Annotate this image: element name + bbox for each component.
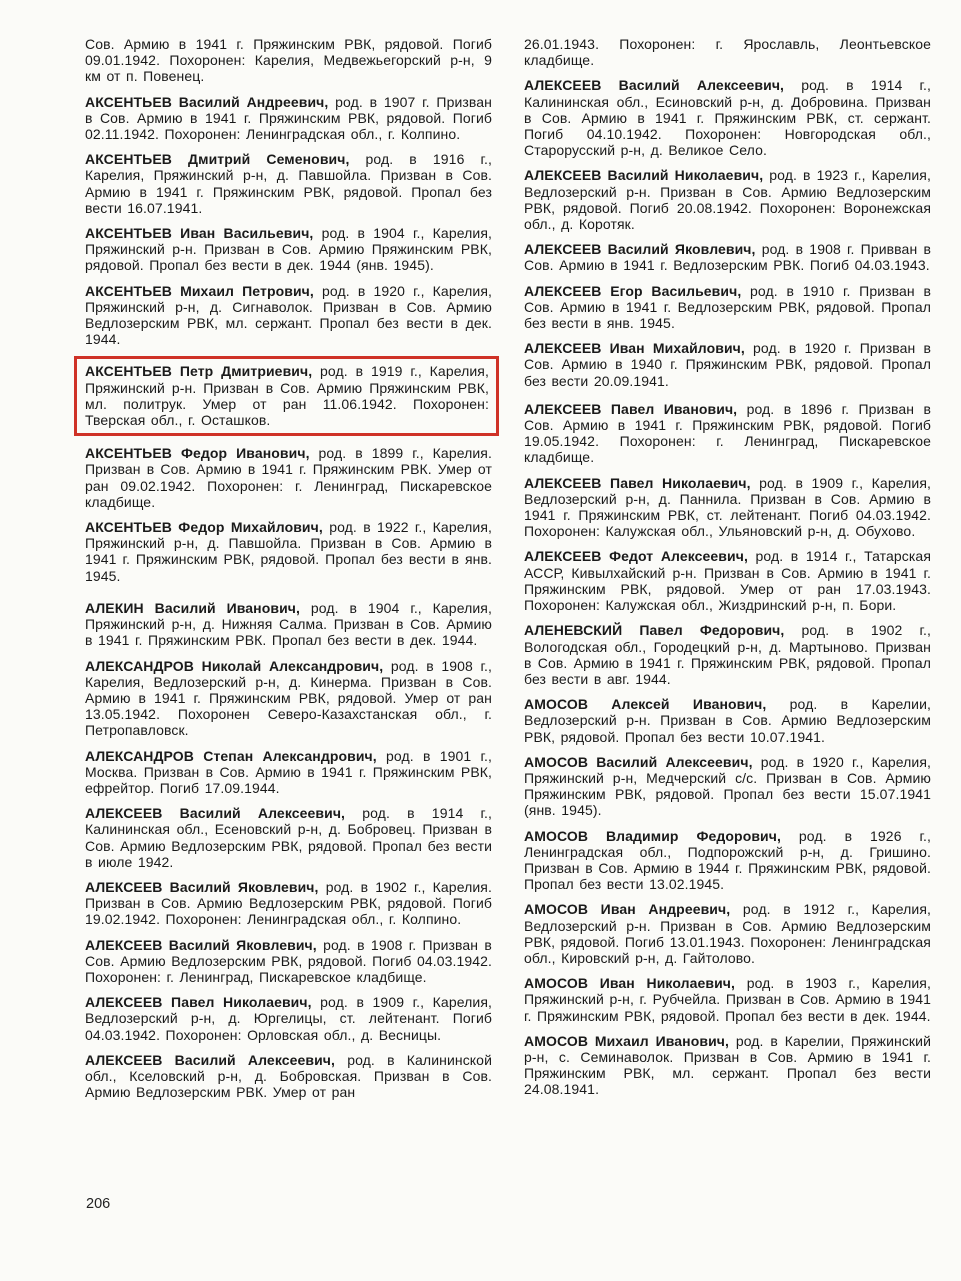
entry (524, 283, 931, 332)
entry (85, 94, 492, 143)
entry-person-name: АЛЕКСЕЕВ Василий Яковлевич, (524, 241, 756, 258)
entry (85, 748, 492, 797)
entry-text: род. в 1909 г., Карелия, Ведлозерский р-н, д. Юргелицы, ст. лейтенант. Погиб 04.03.1942. Похоронен: Орловская обл., д. Весницы. (85, 994, 492, 1043)
entry-text: род. в 1908 г. Привван в Сов. Армию в 1941 г. Ведлозерским РВК. Погиб 04.03.1943. (524, 241, 931, 274)
entry-text: род. в 1920 г. Призван в Сов. Армию в 1940 г. Пряжинским РВК, рядовой. Пропал без вести 20.09.1941. (524, 340, 931, 389)
entry-text: род. в 1916 г., Карелия, Пряжинский р-н, д. Павшойла. Призван в Сов. Армию в 1941 г. Пряжинским РВК, рядовой. Пропал без вести 16.07.1941. (85, 151, 492, 216)
entry-text: род. в 1920 г., Карелия, Пряжинский р-н, д. Сигнаволок. Призван в Сов. Армию Ведлозерским РВК, мл. сержант. Пропал без вести в дек. 1944. (85, 282, 492, 348)
entry-text: род. в 1896 г. Призван в Сов. Армию в 1941 г. Пряжинским РВК, рядовой. Погиб 19.05.1942. Похоронен: г. Ленинград, Пискаревское кладбище. (524, 400, 931, 466)
entry-text: род. в 1908 г., Карелия, Ведлозерский р-н, д. Кинерма. Призван в Сов. Армию в 1941 г. Пряжинским РВК, рядовой. Умер от ран 13.05.1942. Похоронен Северо-Казахстанская обл., г. Петропавловск. (85, 657, 492, 739)
entry-text: род. в 1909 г., Карелия, Ведлозерский р-н, д. Паннила. Призван в Сов. Армию в 1941 г. Пряжинским РВК, ст. лейтенант. Погиб 04.03.1942. Похоронен: Калужская обл., Ульяновский р-н, д. Обухово. (524, 474, 931, 540)
entry-text: род. в 1912 г., Карелия, Ведлозерский р-н. Призван в Сов. Армию Ведлозерским РВК, рядовой. Погиб 13.01.1943. Похоронен: Ленинградская обл., Кировский р-н, д. Гайтолово. (524, 901, 931, 966)
entry-person-name: АМОСОВ Василий Алексеевич, (524, 753, 753, 770)
entry (85, 519, 492, 584)
entry-person-name: АЛЕКСАНДРОВ Степан Александрович, (85, 747, 377, 764)
entry-person-name: АЛЕКИН Василий Иванович, (85, 599, 301, 616)
entry-person-name: АЛЕКСЕЕВ Василий Николаевич, (524, 167, 764, 184)
entry-person-name: АМОСОВ Иван Андреевич, (524, 901, 731, 918)
entry-person-name: АЛЕКСЕЕВ Василий Алексеевич, (524, 77, 785, 94)
entry-text: род. в 1907 г. Призван в Сов. Армию в 1941 г. Пряжинским РВК, рядовой. Погиб 02.11.1942. Похоронен: Ленинградская обл., г. Колпино. (85, 93, 492, 143)
entry (524, 401, 931, 466)
entry-text: род. в 1922 г., Карелия, Пряжинский р-н, д. Павшойла. Призван в Сов. Армию в 1941 г. Пряжинским РВК, рядовой. Пропал без вести в янв. 1945. (85, 519, 492, 584)
entry-person-name: АЛЕКСЕЕВ Павел Иванович, (524, 400, 738, 417)
entry-person-name: АЛЕКСЕЕВ Василий Яковлевич, (85, 936, 317, 953)
entry-person-name: АЛЕКСЕЕВ Василий Алексеевич, (85, 1051, 336, 1068)
entry-person-name: АЛЕКСЕЕВ Василий Алексеевич, (85, 805, 346, 822)
entry-text: род. в 1923 г., Карелия, Ведлозерский р-н. Призван в Сов. Армию Ведлозерским РВК, рядовой. Погиб 20.08.1942. Похоронен: Воронежская обл., д. Коротяк. (524, 167, 931, 233)
entry-text: Сов. Армию в 1941 г. Пряжинским РВК, рядовой. Погиб 09.01.1942. Похоронен: Карелия, Медвежьегорский р-н, 9 км от п. Повенец. (85, 36, 492, 85)
column-left (85, 36, 492, 1109)
entry-text: род. в 1914 г., Калининская обл., Есеновский р-н, д. Бобровец. Призван в Сов. Армию Ведлозерским РВК, рядовой. Пропал без вести в июле 1942. (85, 805, 492, 870)
entry-person-name: АЛЕКСЕЕВ Василий Яковлевич, (85, 878, 319, 895)
entry (85, 658, 492, 739)
entry-text: род. в 1914 г., Калининская обл., Есиновский р-н, д. Добровина. Призван в Сов. Армию в 1941 г. Пряжинским РВК, ст. сержант. Погиб 04.10.1942. Похоронен: Новгородская обл., Старорусский р-н, д. Великое Село. (524, 77, 931, 159)
entry-highlighted[interactable] (74, 356, 499, 436)
entry (85, 994, 492, 1043)
entry-text: род. в 1903 г., Карелия, Пряжинский р-н, г. Рубчейла. Призван в Сов. Армию в 1941 г. Пряжинским РВК, рядовой. Пропал без вести в дек. 1944. (524, 975, 931, 1024)
entry-text: род. в 1920 г., Карелия, Пряжинский р-н, Медчерский с/с. Призван в Сов. Армию Пряжинским РВК, рядовой. Пропал без вести 15.07.1941 (янв. 1945). (524, 753, 931, 819)
entry (85, 151, 492, 216)
entry-person-name: АКСЕНТЬЕВ Федор Михайлович, (85, 519, 323, 536)
entry (524, 901, 931, 966)
entry (85, 283, 492, 348)
entry-text: род. в 1899 г., Карелия. Призван в Сов. Армию в 1941 г. Пряжинским РВК. Умер от ран 09.02.1942. Похоронен: г. Ленинград, Пискаревское кладбище. (85, 445, 492, 510)
entry-text: род. в 1910 г. Призван в Сов. Армию в 1941 г. Ведлозерским РВК, рядовой. Пропал без вести в янв. 1945. (524, 282, 931, 332)
entry (524, 754, 931, 819)
entry (85, 1052, 492, 1101)
entry-person-name: АКСЕНТЬЕВ Федор Иванович, (85, 445, 310, 462)
entry-text: род. в 1902 г., Карелия. Призван в Сов. Армию Ведлозерским РВК, рядовой. Погиб 19.02.1942. Похоронен: Ленинградская обл., г. Колпино. (85, 878, 492, 928)
entry (85, 36, 492, 85)
page-number: 206 (86, 1196, 111, 1212)
entry (524, 828, 931, 893)
entry (524, 77, 931, 158)
entry (524, 340, 931, 389)
entry-text: род. в 1904 г., Карелия, Пряжинский р-н, д. Нижняя Салма. Призван в Сов. Армию в 1941 г. Пряжинским РВК. Пропал без вести в дек. 1944. (85, 599, 492, 649)
entry-text: род. в 1904 г., Карелия, Пряжинский р-н. Призван в Сов. Армию Пряжинским РВК, рядовой. Пропал без вести в дек. 1944 (янв. 1945). (85, 225, 492, 274)
entry-person-name: АЛЕКСЕЕВ Егор Васильевич, (524, 282, 742, 299)
entry (524, 1033, 931, 1098)
entry-text: род. в 1919 г., Карелия, Пряжинский р-н. Призван в Сов. Армию Пряжинским РВК, мл. политрук. Умер от ран 11.06.1942. Похоронен: Тверская обл., г. Осташков. (85, 363, 489, 429)
entry-text: род. в 1914 г., Татарская АССР, Кивылхайский р-н. Призван в Сов. Армию в 1941 г. Пряжинским РВК, рядовой. Умер от ран 17.03.1943. Похоронен: Калужская обл., Жиздринский р-н, п. Бори. (524, 548, 931, 614)
entry-text: род. в Карелии, Ведлозерский р-н. Призван в Сов. Армию Ведлозерским РВК, рядовой. Пропал без вести 10.07.1941. (524, 696, 931, 745)
entry-person-name: АЛЕКСЕЕВ Павел Николаевич, (524, 474, 751, 491)
column-right (524, 36, 931, 1107)
entry-person-name: АКСЕНТЬЕВ Василий Андреевич, (85, 93, 329, 110)
entry-person-name: АКСЕНТЬЕВ Петр Дмитриевич, (85, 363, 313, 380)
entry-person-name: АЛЕКСАНДРОВ Николай Александрович, (85, 657, 384, 674)
entry (524, 548, 931, 613)
entry-text: род. в 1908 г. Призван в Сов. Армию Ведлозерским РВК, рядовой. Погиб 04.03.1942. Похоронен: г. Ленинград, Пискаревское кладбище. (85, 936, 492, 985)
entry (85, 879, 492, 928)
entry-person-name: АМОСОВ Владимир Федорович, (524, 827, 781, 844)
entry-person-name: АМОСОВ Михаил Иванович, (524, 1032, 729, 1049)
entry-person-name: АЛЕНЕВСКИЙ Павел Федорович, (524, 622, 785, 639)
entry (85, 445, 492, 510)
entry (524, 475, 931, 540)
entry-person-name: АМОСОВ Алексей Иванович, (524, 696, 767, 713)
entry-text: род. в Калининской обл., Кселовский р-н, д. Бобровская. Призван в Сов. Армию Ведлозерским РВК. Умер от ран (85, 1051, 492, 1101)
entry (85, 937, 492, 986)
entry-person-name: АКСЕНТЬЕВ Михаил Петрович, (85, 282, 314, 299)
entry-person-name: АЛЕКСЕЕВ Павел Николаевич, (85, 994, 312, 1011)
entry (524, 975, 931, 1024)
entry (524, 167, 931, 232)
entry-text: род. в Карелии, Пряжинский р-н, с. Семинаволок. Призван в Сов. Армию в 1941 г. Пряжинским РВК, мл. сержант. Пропал без вести 24.08.1941. (524, 1032, 931, 1098)
entry (524, 241, 931, 273)
entry-text: род. в 1926 г., Ленинградская обл., Подпорожский р-н, д. Гришино. Призван в Сов. Армию в 1944 г. Пряжинским РВК, рядовой. Пропал без вести 13.02.1945. (524, 827, 931, 893)
entry-person-name: АМОСОВ Иван Николаевич, (524, 975, 736, 992)
entry-person-name: АЛЕКСЕЕВ Федот Алексеевич, (524, 548, 748, 565)
entry (524, 36, 931, 68)
entry-text: род. в 1901 г., Москва. Призван в Сов. Армию в 1941 г. Пряжинским РВК, ефрейтор. Погиб 17.09.1944. (85, 747, 492, 796)
entry (85, 805, 492, 870)
entry-text: род. в 1902 г., Вологодская обл., Городецкий р-н, д. Мартыново. Призван в Сов. Армию в 1941 г. Пряжинским РВК, рядовой. Пропал без вести в авг. 1944. (524, 622, 931, 687)
entry (85, 225, 492, 274)
entry (524, 622, 931, 687)
entry (85, 600, 492, 649)
entry-person-name: АКСЕНТЬЕВ Дмитрий Семенович, (85, 151, 350, 168)
entry-person-name: АЛЕКСЕЕВ Иван Михайлович, (524, 340, 745, 357)
entry-text: 26.01.1943. Похоронен: г. Ярославль, Леонтьевское кладбище. (524, 36, 931, 69)
entry (524, 696, 931, 745)
entry-person-name: АКСЕНТЬЕВ Иван Васильевич, (85, 225, 314, 242)
